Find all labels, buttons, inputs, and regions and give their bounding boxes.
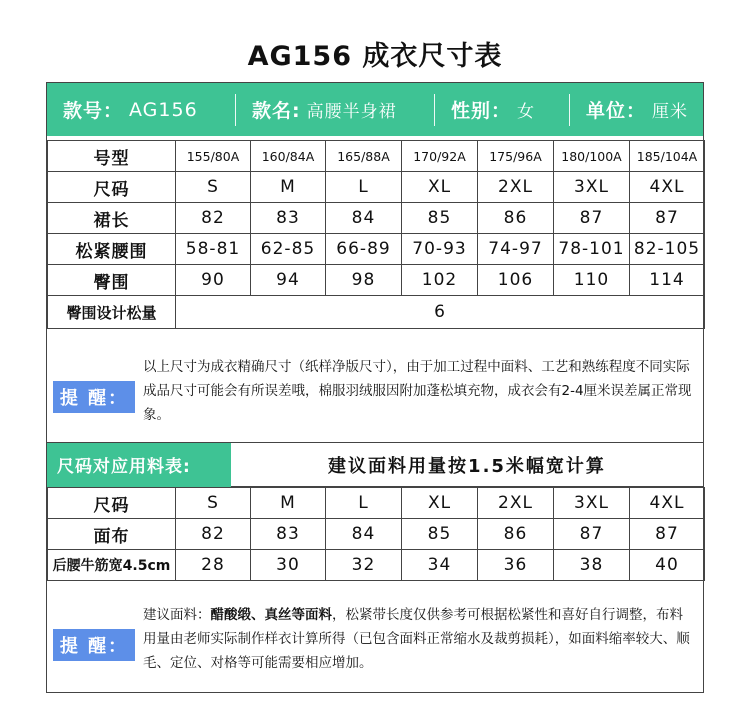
table-cell: 85 xyxy=(402,519,478,550)
table-cell: S xyxy=(176,488,251,519)
header-divider xyxy=(434,94,435,126)
table-cell: XL xyxy=(402,172,478,203)
table-cell: 84 xyxy=(326,203,402,234)
table-cell: S xyxy=(176,172,251,203)
reminder-badge: 提 醒： xyxy=(53,629,135,661)
table-cell: 83 xyxy=(251,203,326,234)
table-cell: 155/80A xyxy=(176,141,251,172)
row-label: 号型 xyxy=(48,141,176,172)
table-cell: 62-85 xyxy=(251,234,326,265)
note-1 xyxy=(47,339,703,443)
table-cell: 160/84A xyxy=(251,141,326,172)
page-title: AG156 成衣尺寸表 xyxy=(247,41,503,72)
table-row xyxy=(48,234,705,265)
size-chart-frame xyxy=(46,82,704,693)
ease-row xyxy=(48,296,705,329)
table-cell: 78-101 xyxy=(554,234,630,265)
fabric-section-heading: 建议面料用量按1.5米幅宽计算 xyxy=(328,455,606,477)
table-cell: 94 xyxy=(251,265,326,296)
ease-value: 6 xyxy=(176,296,705,329)
table-cell: 165/88A xyxy=(326,141,402,172)
header-bar xyxy=(47,83,703,136)
gender-value: 女 xyxy=(517,102,536,122)
table-cell: 4XL xyxy=(630,172,705,203)
table-cell: M xyxy=(251,488,326,519)
table-row xyxy=(48,203,705,234)
table-cell: L xyxy=(326,488,402,519)
table-cell: 34 xyxy=(402,550,478,581)
table-cell: 87 xyxy=(630,519,705,550)
note-1-text: 以上尺寸为成衣精确尺寸（纸样净版尺寸），由于加工过程中面料、工艺和熟练程度不同实际成品尺寸可能会有所误差哦，棉服羽绒服因附加蓬松填充物，成衣会有2-4厘米误差属正常现象。 xyxy=(143,359,692,423)
table-cell: 58-81 xyxy=(176,234,251,265)
table-cell: 70-93 xyxy=(402,234,478,265)
table-cell: 82 xyxy=(176,203,251,234)
table-cell: 87 xyxy=(630,203,705,234)
table-cell: 110 xyxy=(554,265,630,296)
row-label: 后腰牛筋宽4.5cm xyxy=(48,550,176,581)
note-2-bold: 醋酸缎、真丝等面料 xyxy=(210,607,332,623)
table-cell: 114 xyxy=(630,265,705,296)
table-cell: M xyxy=(251,172,326,203)
note-2-text xyxy=(143,603,693,675)
row-label: 尺码 xyxy=(48,488,176,519)
row-label: 臀围 xyxy=(48,265,176,296)
style-name-value: 高腰半身裙 xyxy=(306,102,397,122)
table-cell: 74-97 xyxy=(478,234,554,265)
table-cell: 87 xyxy=(554,203,630,234)
table-row xyxy=(48,172,705,203)
table-cell: 30 xyxy=(251,550,326,581)
note-2 xyxy=(47,589,703,693)
header-divider xyxy=(569,94,570,126)
table-cell: 86 xyxy=(478,203,554,234)
table-cell: 85 xyxy=(402,203,478,234)
table-cell: L xyxy=(326,172,402,203)
table-cell: 40 xyxy=(630,550,705,581)
table-cell: 98 xyxy=(326,265,402,296)
table-cell: 106 xyxy=(478,265,554,296)
table-cell: 185/104A xyxy=(630,141,705,172)
unit-value: 厘米 xyxy=(652,102,689,122)
table-cell: 2XL xyxy=(478,172,554,203)
table-cell: 83 xyxy=(251,519,326,550)
row-label: 尺码 xyxy=(48,172,176,203)
table-cell: 102 xyxy=(402,265,478,296)
table-cell: 38 xyxy=(554,550,630,581)
row-label: 松紧腰围 xyxy=(48,234,176,265)
table-cell: 87 xyxy=(554,519,630,550)
table-cell: 66-89 xyxy=(326,234,402,265)
table-cell: 84 xyxy=(326,519,402,550)
unit xyxy=(570,83,703,136)
table-cell: 36 xyxy=(478,550,554,581)
table-cell: XL xyxy=(402,488,478,519)
table-row xyxy=(48,519,705,550)
fabric-section-tab: 尺码对应用料表: xyxy=(47,443,231,487)
table-cell: 28 xyxy=(176,550,251,581)
style-number-label: 款号： xyxy=(63,100,124,122)
gender xyxy=(435,83,569,136)
row-label: 裙长 xyxy=(48,203,176,234)
table-row xyxy=(48,550,705,581)
unit-label: 单位： xyxy=(586,100,647,122)
table-cell: 175/96A xyxy=(478,141,554,172)
table-cell: 82-105 xyxy=(630,234,705,265)
table-row xyxy=(48,141,705,172)
table-cell: 82 xyxy=(176,519,251,550)
table-cell: 90 xyxy=(176,265,251,296)
table-cell: 86 xyxy=(478,519,554,550)
table-cell: 180/100A xyxy=(554,141,630,172)
row-label: 面布 xyxy=(48,519,176,550)
style-number xyxy=(47,83,235,136)
table-row xyxy=(48,488,705,519)
header-divider xyxy=(235,94,236,126)
gender-label: 性别： xyxy=(451,100,512,122)
style-number-value: AG156 xyxy=(129,98,198,121)
table-row xyxy=(48,265,705,296)
table-cell: 3XL xyxy=(554,488,630,519)
ease-label: 臀围设计松量 xyxy=(48,296,176,329)
style-name-label: 款名: xyxy=(252,100,301,122)
fabric-section-header xyxy=(47,443,703,487)
table-cell: 3XL xyxy=(554,172,630,203)
table-cell: 2XL xyxy=(478,488,554,519)
reminder-badge: 提 醒： xyxy=(53,381,135,413)
style-name xyxy=(236,83,434,136)
fabric-table xyxy=(47,487,705,581)
table-cell: 170/92A xyxy=(402,141,478,172)
note-2-body: ，松紧带长度仅供参考可根据松紧性和喜好自行调整，布料用量由老师实际制作样衣计算所得（已包含面料正常缩水及裁剪损耗），如面料缩率较大、顺毛、定位、对格等可能需要相应增加。 xyxy=(143,607,690,671)
table-cell: 4XL xyxy=(630,488,705,519)
note-2-prefix: 建议面料： xyxy=(143,607,211,623)
table-cell: 32 xyxy=(326,550,402,581)
size-table xyxy=(47,140,705,329)
